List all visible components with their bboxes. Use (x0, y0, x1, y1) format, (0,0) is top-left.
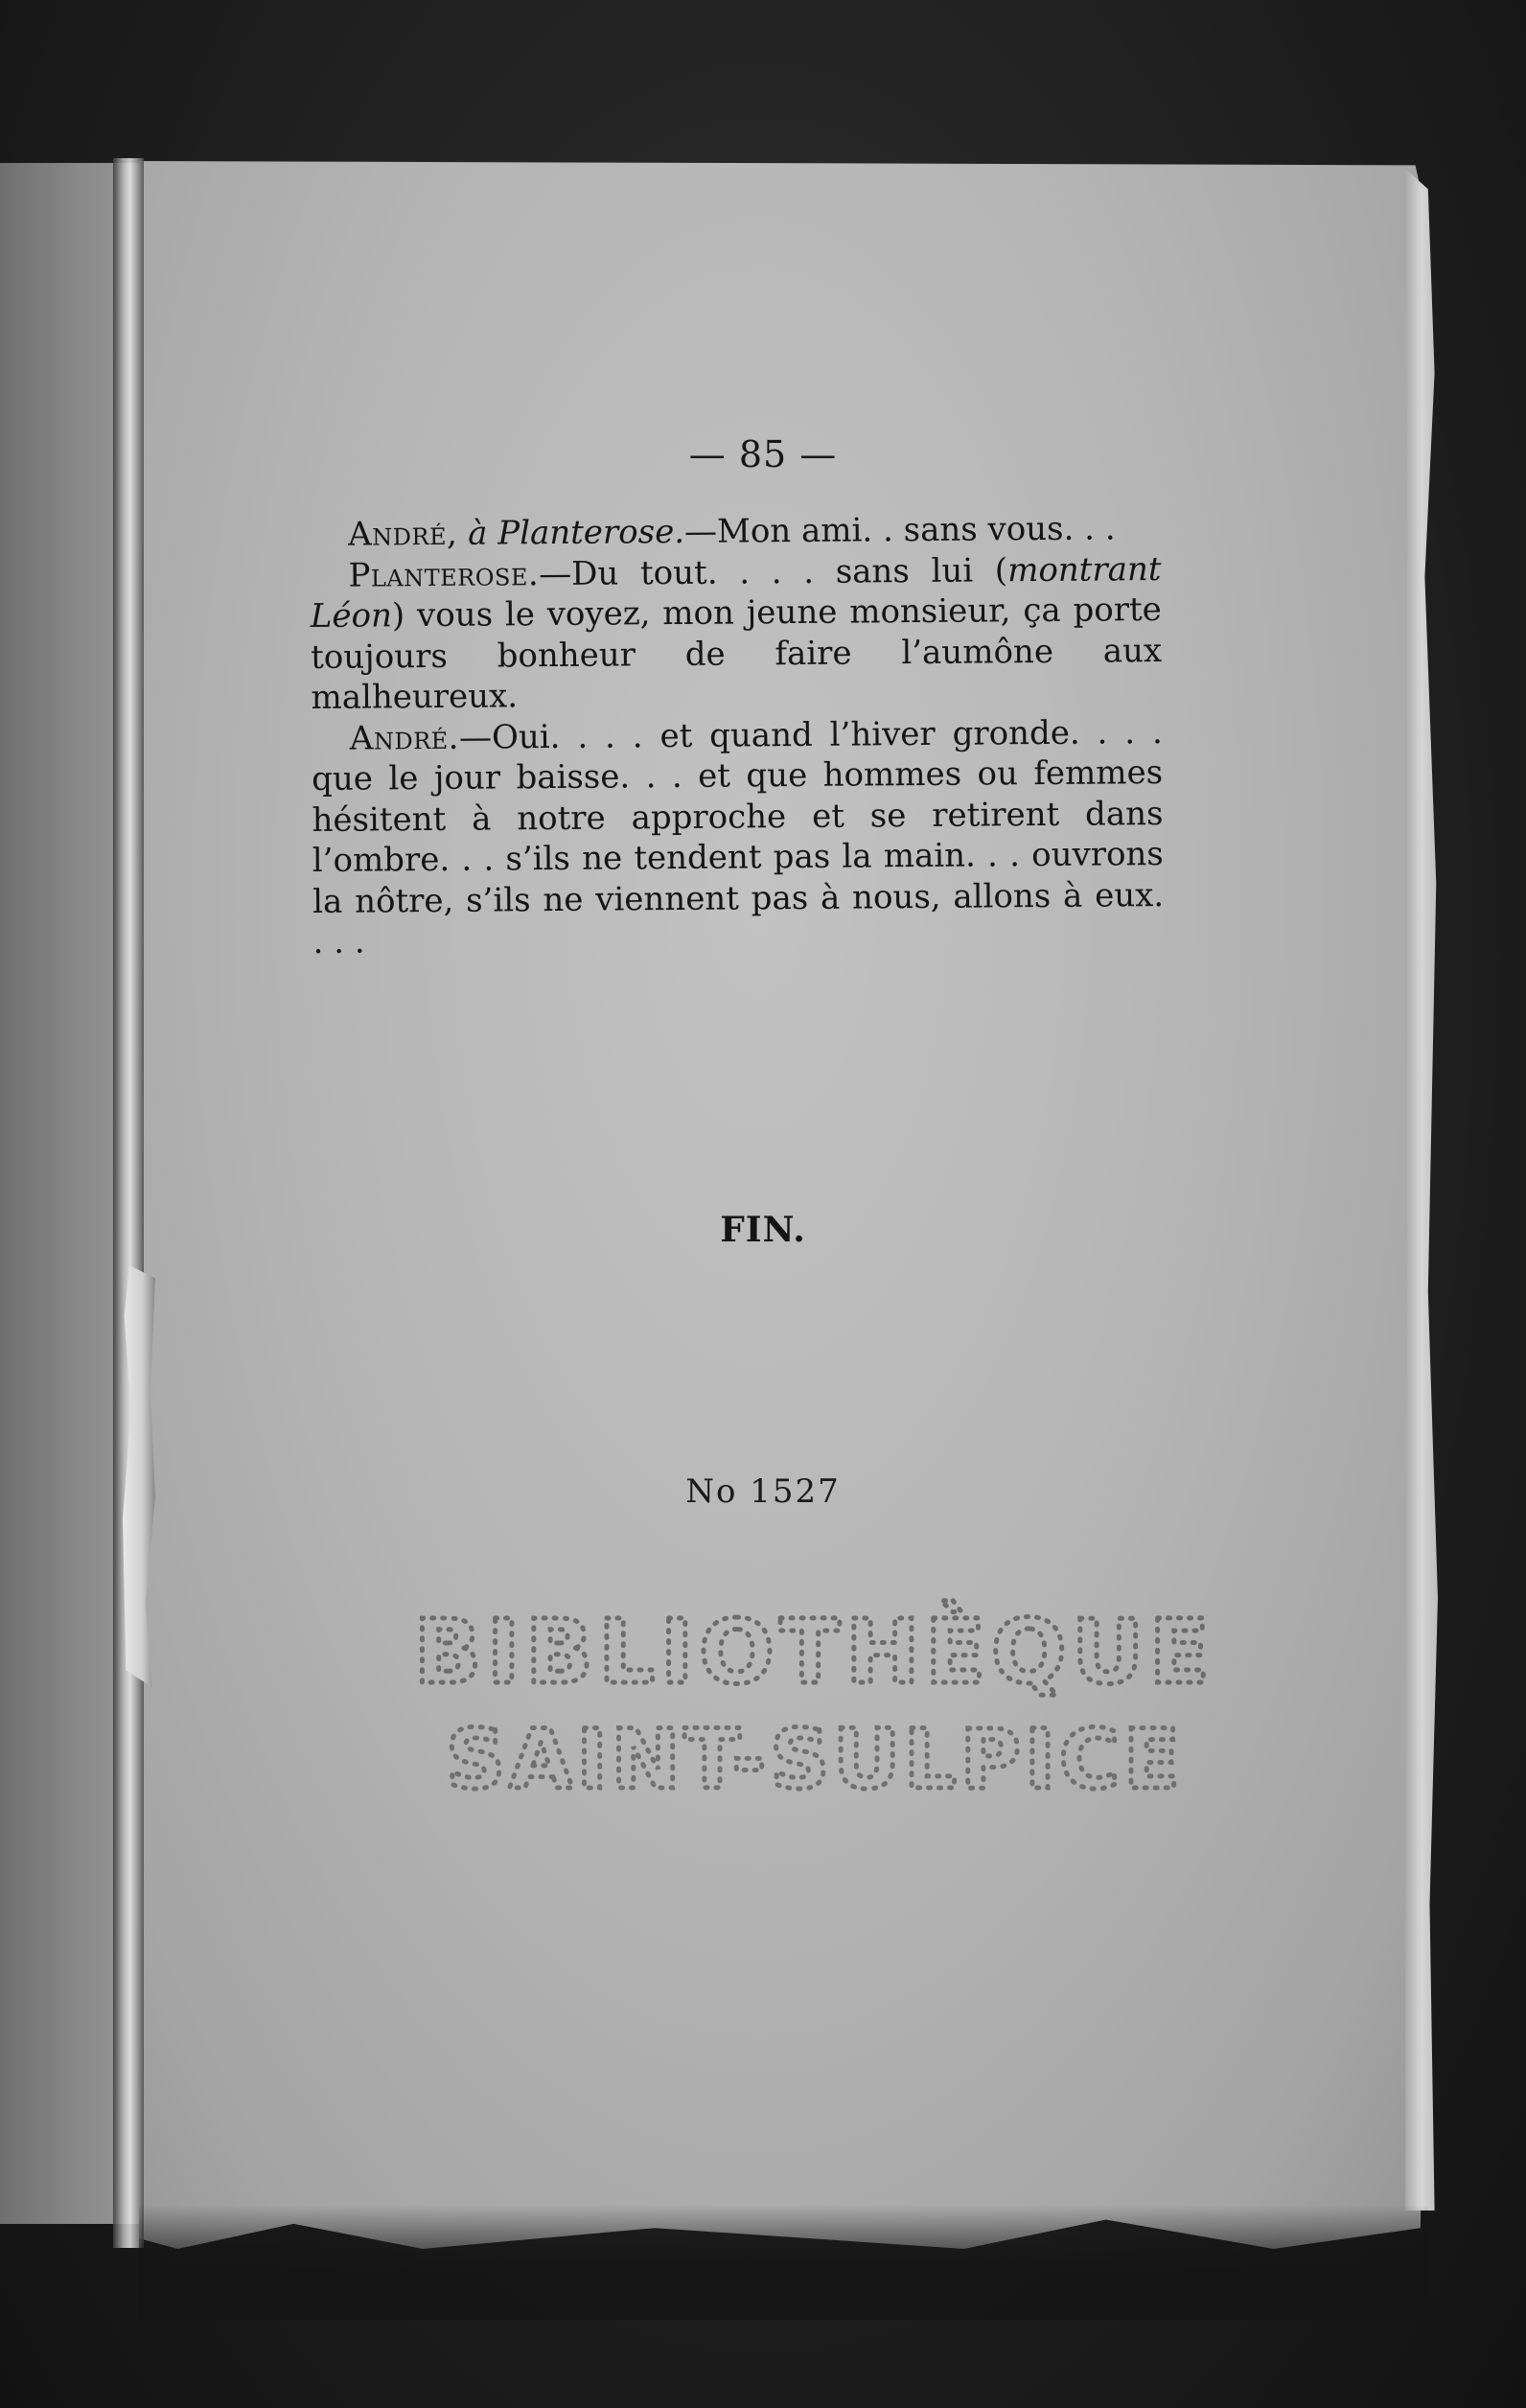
dialogue-line: —Du tout. . . . sans lui ( (539, 550, 1008, 593)
stage-direction: à Planterose. (468, 512, 685, 553)
dialogue-line: —Mon ami. . sans vous. . . (683, 509, 1116, 551)
stage-direction: montrant Léon (310, 549, 1162, 636)
bottom-shadow (139, 2205, 1428, 2320)
dialogue-text (310, 508, 1165, 962)
end-marker: FIN. (720, 1210, 806, 1250)
dialogue-line: ) vous le voyez, mon jeune monsieur, ça porte toujours bonheur de faire l’aumône aux malheureux. (311, 590, 1163, 717)
library-perforation-stamp (414, 1591, 1215, 1812)
speaker-name: André. (349, 718, 460, 758)
stamp-line-2: SAINT-SULPICE (446, 1712, 1184, 1808)
stamp-line-1: BIBLIOTHÈQUE (414, 1601, 1215, 1703)
speaker-name: André, (348, 514, 458, 554)
dialogue-line: —Oui. . . . et quand l’hiver gronde. . . . que le jour baisse. . . et que hommes ou femmes hésitent à notre approche et se retirent dans l’ombre. . . s’ils ne tendent pas la main. . . ouvrons la nôtre, s’ils ne viennent pas à nous, allons à eux. . . . (312, 712, 1165, 961)
page-number: — 85 — (688, 433, 838, 475)
catalog-number: No 1527 (685, 1472, 841, 1511)
paragraph-andre-1 (310, 508, 1161, 555)
paragraph-planterose (310, 549, 1162, 719)
speaker-name: Planterose. (348, 554, 540, 595)
paragraph-andre-2 (312, 712, 1165, 963)
